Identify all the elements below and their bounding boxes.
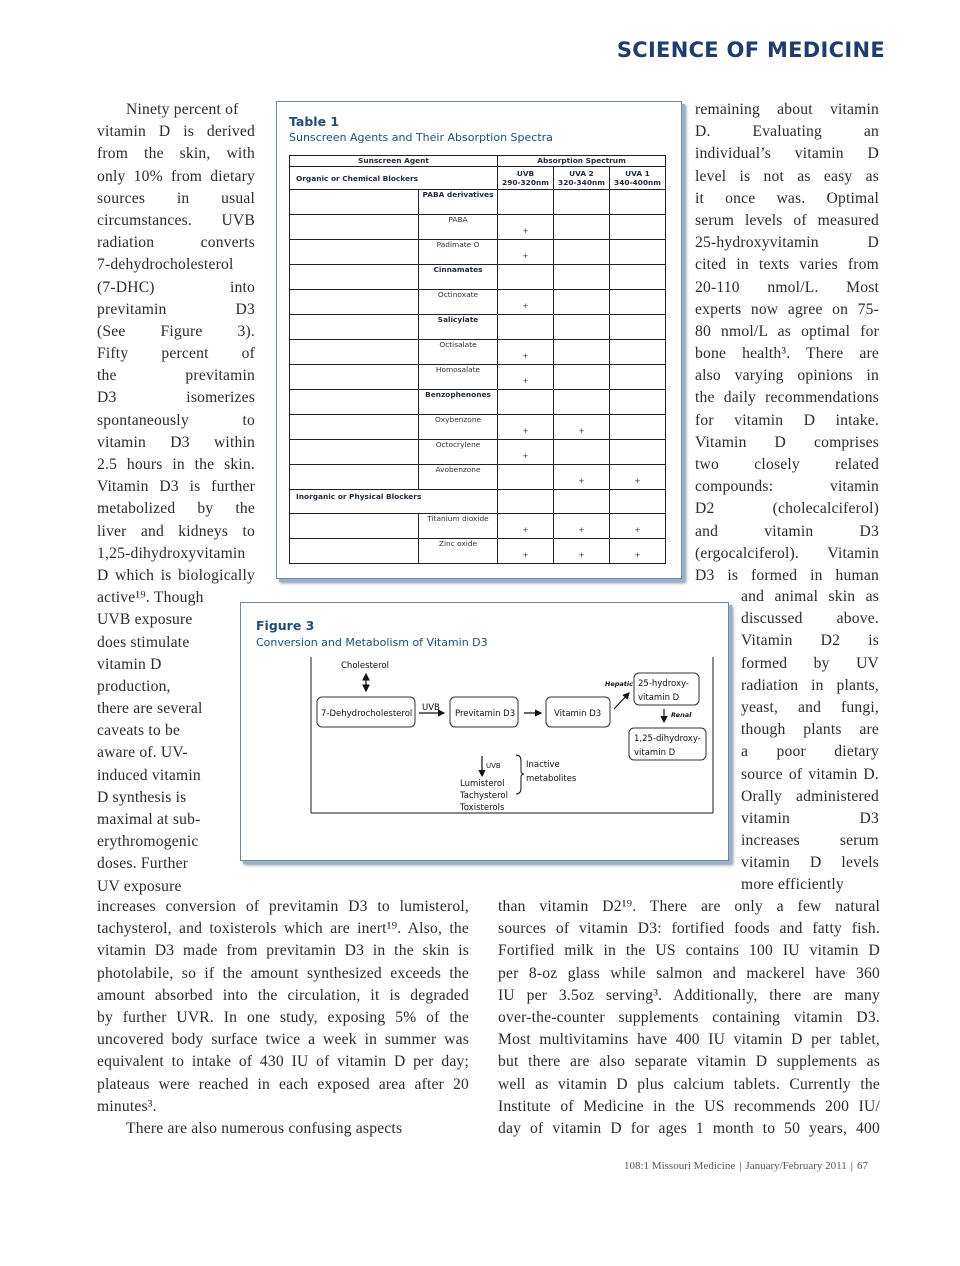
- absorption-uva1: [610, 190, 666, 215]
- absorption-uvb: +: [498, 215, 554, 240]
- text-line: by further UVR. In one study, exposing 5% of the: [97, 1008, 469, 1026]
- sunscreen-table: [289, 155, 666, 564]
- empty-cell: [290, 265, 419, 290]
- absorption-uva1: +: [610, 465, 666, 490]
- text-line: D. Evaluating an: [695, 123, 879, 141]
- text-line: day of vitamin D for ages 1 month to 50 years, 400: [498, 1119, 880, 1137]
- agent-name: PABA derivatives: [419, 190, 498, 215]
- dhc-label: 7-Dehydrocholesterol: [321, 709, 413, 719]
- absorption-uva1: +: [610, 514, 666, 539]
- column-range: 290-320nm: [502, 178, 549, 187]
- text-line: but there are also separate vitamin D supplements as: [498, 1053, 880, 1071]
- empty-cell: [290, 290, 419, 315]
- page-footer: [624, 1160, 868, 1172]
- text-line: there are several: [97, 700, 203, 718]
- agent-name: Octocrylene: [419, 440, 498, 465]
- left-column-text: [97, 99, 255, 898]
- agent-name: Zinc oxide: [419, 539, 498, 564]
- agent-name: Padimate O: [419, 240, 498, 265]
- absorption-uvb: +: [498, 440, 554, 465]
- brace-icon: [516, 755, 524, 794]
- absorption-uva2: [554, 340, 610, 365]
- text-line: for vitamin D intake.: [695, 411, 879, 429]
- text-line: IU per 3.5oz serving³. Additionally, there are many: [498, 986, 880, 1004]
- lumisterol-label: Lumisterol: [460, 779, 505, 789]
- empty-cell: [290, 514, 419, 539]
- empty-cell: [610, 490, 666, 514]
- absorption-uva2: [554, 190, 610, 215]
- text-line: source of vitamin D.: [741, 765, 879, 783]
- text-line: though plants are: [741, 721, 879, 739]
- absorption-uvb: [498, 390, 554, 415]
- figure-3: [240, 602, 729, 861]
- absorption-uvb: +: [498, 365, 554, 390]
- dihydroxy-label-1: 1,25-dihydroxy-: [634, 734, 701, 744]
- tachysterol-label: Tachysterol: [460, 791, 508, 801]
- text-line: bone health³. There are: [695, 345, 879, 363]
- empty-cell: [498, 490, 554, 514]
- hydroxy-label-2: vitamin D: [638, 693, 680, 703]
- absorption-uva1: +: [610, 539, 666, 564]
- text-line: 80 nmol/L as optimal for: [695, 322, 879, 340]
- right-column-wrap-text: [741, 586, 879, 897]
- inactive-label-2: metabolites: [526, 774, 577, 784]
- agent-name: PABA: [419, 215, 498, 240]
- bottom-left-text: [97, 896, 469, 1140]
- absorption-uvb: [498, 465, 554, 490]
- absorption-uva1: [610, 440, 666, 465]
- text-line: and animal skin as: [741, 588, 879, 605]
- column-header: [610, 167, 666, 190]
- text-line: it once was. Optimal: [695, 189, 879, 207]
- table-title: Sunscreen Agents and Their Absorption Spectra: [289, 131, 553, 144]
- text-line: maximal at sub-: [97, 811, 201, 828]
- text-line: Fortified milk in the US contains 100 IU vitamin D: [498, 942, 880, 960]
- text-line: Institute of Medicine in the US recommends 200 IU/: [498, 1097, 880, 1115]
- table-row: [290, 290, 666, 315]
- text-line: UV exposure: [97, 877, 182, 895]
- text-line: vitamin D is derived: [97, 123, 255, 141]
- text-line: Fifty percent of: [97, 345, 255, 363]
- absorption-uva2: [554, 290, 610, 315]
- bottom-right-text: [498, 896, 880, 1140]
- absorption-uva1: [610, 315, 666, 340]
- text-line: (See Figure 3).: [97, 322, 255, 340]
- column-name: UVB: [516, 169, 535, 178]
- column-range: 340-400nm: [614, 178, 661, 187]
- vitamin-d3-label: Vitamin D3: [554, 709, 602, 719]
- agent-name: Cinnamates: [419, 265, 498, 290]
- text-line: circumstances. UVB: [97, 211, 255, 229]
- empty-cell: [290, 215, 419, 240]
- header-sunscreen-agent: Sunscreen Agent: [290, 156, 498, 167]
- text-line: does stimulate: [97, 633, 190, 651]
- absorption-uva1: [610, 290, 666, 315]
- text-line: doses. Further: [97, 855, 189, 873]
- text-line: radiation in plants,: [741, 676, 879, 694]
- absorption-uva1: [610, 415, 666, 440]
- text-line: yeast, and fungi,: [741, 698, 879, 716]
- column-header: [498, 167, 554, 190]
- text-line: the daily recommendations: [695, 389, 879, 407]
- table-row: [290, 390, 666, 415]
- agent-name: Octinoxate: [419, 290, 498, 315]
- agent-name: Benzophenones: [419, 390, 498, 415]
- absorption-uva2: [554, 315, 610, 340]
- text-line: from the skin, with: [97, 145, 255, 163]
- absorption-uvb: +: [498, 539, 554, 564]
- text-line: D3 isomerizes: [97, 389, 255, 407]
- table-row: [290, 465, 666, 490]
- vitamin-d-diagram: [241, 603, 728, 860]
- text-line: previtamin D3: [97, 300, 255, 318]
- absorption-uva2: [554, 440, 610, 465]
- absorption-uvb: +: [498, 240, 554, 265]
- text-line: D which is biologically: [97, 566, 255, 584]
- absorption-uva1: [610, 215, 666, 240]
- text-line: vitamin D3 made from previtamin D3 in the skin is: [97, 942, 469, 960]
- text-line: D synthesis is: [97, 788, 187, 806]
- text-line: caveats to be: [97, 722, 181, 740]
- text-line: 25-hydroxyvitamin D: [695, 234, 879, 252]
- empty-cell: [290, 365, 419, 390]
- text-line: more efficiently: [741, 876, 844, 894]
- toxisterols-label: Toxisterols: [460, 803, 505, 813]
- text-line: 7-dehydrocholesterol: [97, 256, 234, 274]
- text-line: active¹⁹. Though: [97, 589, 204, 607]
- text-line: UVB exposure: [97, 611, 193, 629]
- text-line: amount absorbed into the circulation, it is degraded: [97, 986, 469, 1004]
- empty-cell: [554, 490, 610, 514]
- absorption-uva2: [554, 240, 610, 265]
- agent-name: Salicylate: [419, 315, 498, 340]
- table-1: [276, 101, 682, 579]
- table-row: [290, 415, 666, 440]
- text-line: a poor dietary: [741, 743, 879, 761]
- text-line: radiation converts: [97, 234, 255, 252]
- empty-cell: [290, 340, 419, 365]
- uvb-label: UVB: [422, 703, 440, 713]
- text-line: erythromogenic: [97, 833, 199, 851]
- text-line: Vitamin D3 is further: [97, 478, 255, 496]
- text-line: spontaneously to: [97, 411, 255, 429]
- text-line: level is not as easy as: [695, 167, 879, 185]
- previtamin-label: Previtamin D3: [455, 709, 516, 719]
- figure-label: Figure 3: [256, 618, 315, 633]
- text-line: 20-110 nmol/L. Most: [695, 278, 879, 296]
- dihydroxy-label-2: vitamin D: [634, 748, 676, 758]
- hepatic-label: Hepatic: [604, 680, 633, 688]
- empty-cell: [290, 390, 419, 415]
- renal-label: Renal: [671, 711, 692, 719]
- text-line: (ergocalciferol). Vitamin: [695, 544, 879, 562]
- text-line: formed by UV: [741, 654, 879, 672]
- text-line: serum levels of measured: [695, 211, 879, 229]
- empty-cell: [290, 190, 419, 215]
- issue-date: January/February 2011: [745, 1160, 847, 1172]
- table-row: [290, 265, 666, 290]
- absorption-uvb: +: [498, 415, 554, 440]
- empty-cell: [290, 440, 419, 465]
- agent-name: Octisalate: [419, 340, 498, 365]
- table-row: [290, 215, 666, 240]
- text-line: Ninety percent of: [126, 101, 239, 118]
- text-line: the previtamin: [97, 367, 255, 385]
- absorption-uvb: +: [498, 514, 554, 539]
- text-line: than vitamin D2¹⁹. There are only a few natural: [498, 898, 880, 915]
- text-line: increases serum: [741, 832, 879, 850]
- column-header: [554, 167, 610, 190]
- agent-name: Oxybenzone: [419, 415, 498, 440]
- text-line: tachysterol, and toxisterols which are inert¹⁹. Also, the: [97, 920, 469, 938]
- text-line: aware of. UV-: [97, 744, 188, 762]
- text-line: production,: [97, 677, 171, 695]
- text-line: vitamin D levels: [741, 854, 879, 872]
- absorption-uva2: +: [554, 539, 610, 564]
- cholesterol-label: Cholesterol: [341, 661, 389, 671]
- absorption-uva2: [554, 365, 610, 390]
- text-line: D2 (cholecalciferol): [695, 500, 879, 518]
- separator: |: [739, 1160, 742, 1172]
- column-name: UVA 1: [625, 169, 650, 178]
- inactive-label-1: Inactive: [526, 760, 560, 770]
- empty-cell: [290, 240, 419, 265]
- absorption-uva2: +: [554, 465, 610, 490]
- journal-issue: 108:1 Missouri Medicine: [624, 1160, 736, 1172]
- figure-title: Conversion and Metabolism of Vitamin D3: [256, 636, 488, 649]
- agent-name: Avobenzone: [419, 465, 498, 490]
- absorption-uva2: +: [554, 415, 610, 440]
- text-line: vitamin D3: [741, 809, 879, 827]
- text-line: equivalent to intake of 430 IU of vitamin D per day;: [97, 1053, 469, 1071]
- absorption-uva2: +: [554, 514, 610, 539]
- text-line: well as vitamin D plus calcium tablets. Currently the: [498, 1075, 880, 1093]
- text-line: also varying opinions in: [695, 367, 879, 385]
- text-line: metabolized by the: [97, 500, 255, 518]
- group-inorganic: Inorganic or Physical Blockers: [290, 490, 498, 514]
- text-line: induced vitamin: [97, 766, 201, 784]
- absorption-uvb: [498, 265, 554, 290]
- empty-cell: [290, 465, 419, 490]
- separator: |: [850, 1160, 853, 1172]
- text-line: uncovered body surface twice a week in summer was: [97, 1031, 469, 1049]
- table-label: Table 1: [289, 114, 340, 129]
- text-line: (7-DHC) into: [97, 278, 255, 296]
- text-line: Vitamin D comprises: [695, 433, 879, 451]
- text-line: liver and kidneys to: [97, 522, 255, 540]
- text-line: plateaus were reached in each exposed area after 20: [97, 1075, 469, 1093]
- empty-cell: [290, 539, 419, 564]
- column-name: UVA 2: [569, 169, 594, 178]
- absorption-uva2: [554, 215, 610, 240]
- absorption-uvb: [498, 190, 554, 215]
- agent-name: Titanium dioxide: [419, 514, 498, 539]
- table-row: [290, 340, 666, 365]
- text-line: increases conversion of previtamin D3 to lumisterol,: [97, 898, 469, 915]
- text-line: cited in texts varies from: [695, 256, 879, 274]
- text-line: experts now agree on 75-: [695, 300, 879, 318]
- text-line: and vitamin D3: [695, 522, 879, 540]
- text-line: sources in usual: [97, 189, 255, 207]
- text-line: Most multivitamins have 400 IU vitamin D per tablet,: [498, 1031, 880, 1049]
- text-line: vitamin D3 within: [97, 433, 255, 451]
- text-line: vitamin D: [97, 655, 162, 673]
- uvb-label-2: UVB: [486, 762, 501, 770]
- text-line: remaining about vitamin: [695, 101, 879, 118]
- absorption-uvb: +: [498, 290, 554, 315]
- hydroxy-label-1: 25-hydroxy-: [638, 679, 689, 689]
- section-header: SCIENCE OF MEDICINE: [616, 38, 885, 62]
- page-number: 67: [856, 1160, 868, 1172]
- text-line: individual’s vitamin D: [695, 145, 879, 163]
- text-line: photolabile, so if the amount synthesized exceeds the: [97, 964, 469, 982]
- text-line: Orally administered: [741, 787, 879, 805]
- absorption-uvb: +: [498, 340, 554, 365]
- header-absorption-spectrum: Absorption Spectrum: [498, 156, 666, 167]
- text-line: minutes³.: [97, 1097, 157, 1115]
- table-row: [290, 539, 666, 564]
- table-row: [290, 315, 666, 340]
- empty-cell: [290, 415, 419, 440]
- absorption-uva1: [610, 390, 666, 415]
- agent-name: Homosalate: [419, 365, 498, 390]
- table-row: [290, 514, 666, 539]
- table-row: [290, 440, 666, 465]
- table-row: [290, 190, 666, 215]
- text-line: 1,25-dihydroxyvitamin: [97, 544, 246, 562]
- absorption-uva1: [610, 340, 666, 365]
- text-line: per 8-oz glass while salmon and mackerel have 360: [498, 964, 880, 982]
- empty-cell: [290, 315, 419, 340]
- table-row: [290, 240, 666, 265]
- absorption-uva1: [610, 265, 666, 290]
- text-line: sources of vitamin D3: fortified foods and fatty fish.: [498, 920, 880, 938]
- absorption-uva2: [554, 265, 610, 290]
- table-row: [290, 490, 666, 514]
- text-line: D3 is formed in human: [695, 566, 879, 584]
- text-line: There are also numerous confusing aspects: [126, 1119, 403, 1137]
- absorption-uvb: [498, 315, 554, 340]
- arrow-diagonal-icon: [614, 693, 629, 709]
- absorption-uva1: [610, 240, 666, 265]
- absorption-uva1: [610, 365, 666, 390]
- text-line: only 10% from dietary: [97, 167, 255, 185]
- text-line: two closely related: [695, 456, 879, 473]
- right-column-text: [695, 99, 879, 587]
- text-line: compounds: vitamin: [695, 478, 879, 496]
- text-line: discussed above.: [741, 610, 879, 628]
- absorption-uva2: [554, 390, 610, 415]
- group-organic: Organic or Chemical Blockers: [290, 167, 498, 190]
- column-range: 320-340nm: [558, 178, 605, 187]
- text-line: Vitamin D2 is: [741, 632, 879, 650]
- table-row: [290, 365, 666, 390]
- text-line: 2.5 hours in the skin.: [97, 456, 255, 473]
- text-line: over-the-counter supplements containing vitamin D3.: [498, 1008, 880, 1026]
